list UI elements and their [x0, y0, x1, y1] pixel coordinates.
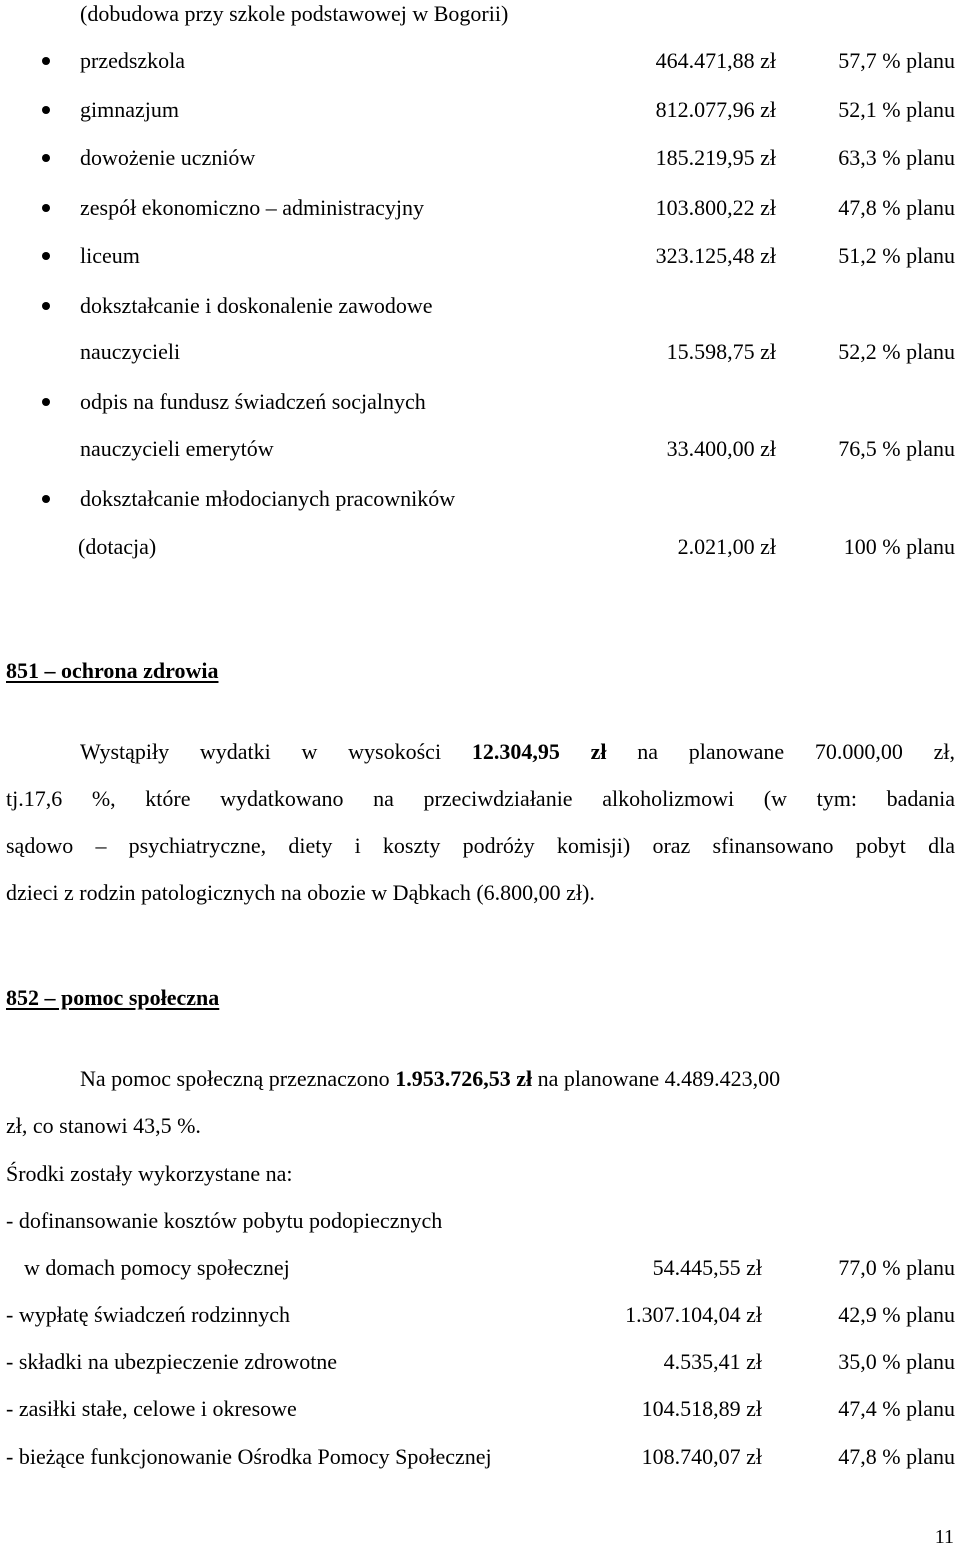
text-span: Na pomoc społeczną przeznaczono — [80, 1066, 396, 1091]
amount-bold: 1.953.726,53 zł — [395, 1066, 533, 1091]
edu-item-label: dokształcanie i doskonalenie zawodowe — [80, 293, 433, 318]
social-item-amount: 54.445,55 zł — [652, 1255, 762, 1280]
bullet-icon — [42, 398, 50, 406]
social-item-amount: 104.518,89 zł — [641, 1396, 762, 1421]
edu-item-label: gimnazjum — [80, 97, 179, 122]
edu-item-percent: 52,2 % planu — [838, 339, 955, 364]
edu-item-label: dowożenie uczniów — [80, 145, 256, 170]
bullet-icon — [42, 204, 50, 212]
edu-item-percent: 47,8 % planu — [838, 195, 955, 220]
edu-item-percent: 76,5 % planu — [838, 436, 955, 461]
edu-item-amount: 2.021,00 zł — [677, 534, 776, 559]
edu-item-amount: 103.800,22 zł — [655, 195, 776, 220]
text-span: na planowane 4.489.423,00 — [532, 1066, 781, 1091]
edu-item-label: liceum — [80, 243, 140, 268]
social-item-percent: 42,9 % planu — [838, 1302, 955, 1327]
section-852-paragraph-line2: zł, co stanowi 43,5 %. — [6, 1113, 201, 1138]
social-item-percent: 35,0 % planu — [838, 1349, 955, 1374]
bullet-icon — [42, 154, 50, 162]
section-851-heading: 851 – ochrona zdrowia — [6, 658, 219, 683]
bullet-icon — [42, 57, 50, 65]
text-span: na planowane 70.000,00 zł, — [606, 739, 956, 764]
social-item-label: - zasiłki stałe, celowe i okresowe — [6, 1396, 297, 1421]
edu-item-label: zespół ekonomiczno – administracyjny — [80, 195, 424, 220]
edu-item-label-cont: nauczycieli emerytów — [80, 436, 274, 461]
bullet-icon — [42, 495, 50, 503]
amount-bold: 12.304,95 zł — [471, 739, 607, 764]
section-852-paragraph-line3: Środki zostały wykorzystane na: — [6, 1161, 293, 1186]
page-number: 11 — [934, 1526, 954, 1548]
social-item-label-cont: w domach pomocy społecznej — [24, 1255, 290, 1280]
section-851-paragraph-line4: dzieci z rodzin patologicznych na obozie w Dąbkach (6.800,00 zł). — [6, 880, 595, 905]
edu-item-percent: 52,1 % planu — [838, 97, 955, 122]
bullet-icon — [42, 252, 50, 260]
social-item-percent: 77,0 % planu — [838, 1255, 955, 1280]
edu-item-amount: 323.125,48 zł — [655, 243, 776, 268]
section-852-heading: 852 – pomoc społeczna — [6, 985, 220, 1010]
edu-item-label-cont: nauczycieli — [80, 339, 181, 364]
social-item-label: - wypłatę świadczeń rodzinnych — [6, 1302, 291, 1327]
section-852-paragraph-line1 — [80, 1068, 780, 1090]
social-item-percent: 47,8 % planu — [838, 1444, 955, 1469]
text-span: Wystąpiły wydatki w wysokości — [80, 739, 472, 764]
social-item-label: - składki na ubezpieczenie zdrowotne — [6, 1349, 338, 1374]
section-851-paragraph-line1 — [80, 741, 955, 763]
edu-item-amount: 33.400,00 zł — [666, 436, 776, 461]
section-851-paragraph-line2: tj.17,6 %, które wydatkowano na przeciwdziałanie alkoholizmowi (w tym: badania — [6, 786, 955, 811]
edu-item-amount: 15.598,75 zł — [666, 339, 776, 364]
edu-item-label: dokształcanie młodocianych pracowników — [80, 486, 456, 511]
edu-item-percent: 100 % planu — [843, 534, 955, 559]
edu-item-percent: 57,7 % planu — [838, 48, 955, 73]
social-item-percent: 47,4 % planu — [838, 1396, 955, 1421]
bullet-icon — [42, 302, 50, 310]
bullet-icon — [42, 106, 50, 114]
section-851-paragraph-line3: sądowo – psychiatryczne, diety i koszty podróży komisji) oraz sfinansowano pobyt dla — [6, 833, 955, 858]
edu-item-label: przedszkola — [80, 48, 186, 73]
edu-item-amount: 812.077,96 zł — [655, 97, 776, 122]
edu-item-label: odpis na fundusz świadczeń socjalnych — [80, 389, 426, 414]
intro-line: (dobudowa przy szkole podstawowej w Bogorii) — [80, 1, 509, 26]
edu-item-percent: 63,3 % planu — [838, 145, 955, 170]
edu-item-percent: 51,2 % planu — [838, 243, 955, 268]
social-item-label: - bieżące funkcjonowanie Ośrodka Pomocy Społecznej — [6, 1444, 492, 1469]
social-item-amount: 4.535,41 zł — [663, 1349, 762, 1374]
edu-item-amount: 464.471,88 zł — [655, 48, 776, 73]
edu-item-label-cont: (dotacja) — [78, 534, 157, 559]
social-item-label: - dofinansowanie kosztów pobytu podopiecznych — [6, 1208, 443, 1233]
social-item-amount: 108.740,07 zł — [641, 1444, 762, 1469]
social-item-amount: 1.307.104,04 zł — [625, 1302, 762, 1327]
edu-item-amount: 185.219,95 zł — [655, 145, 776, 170]
